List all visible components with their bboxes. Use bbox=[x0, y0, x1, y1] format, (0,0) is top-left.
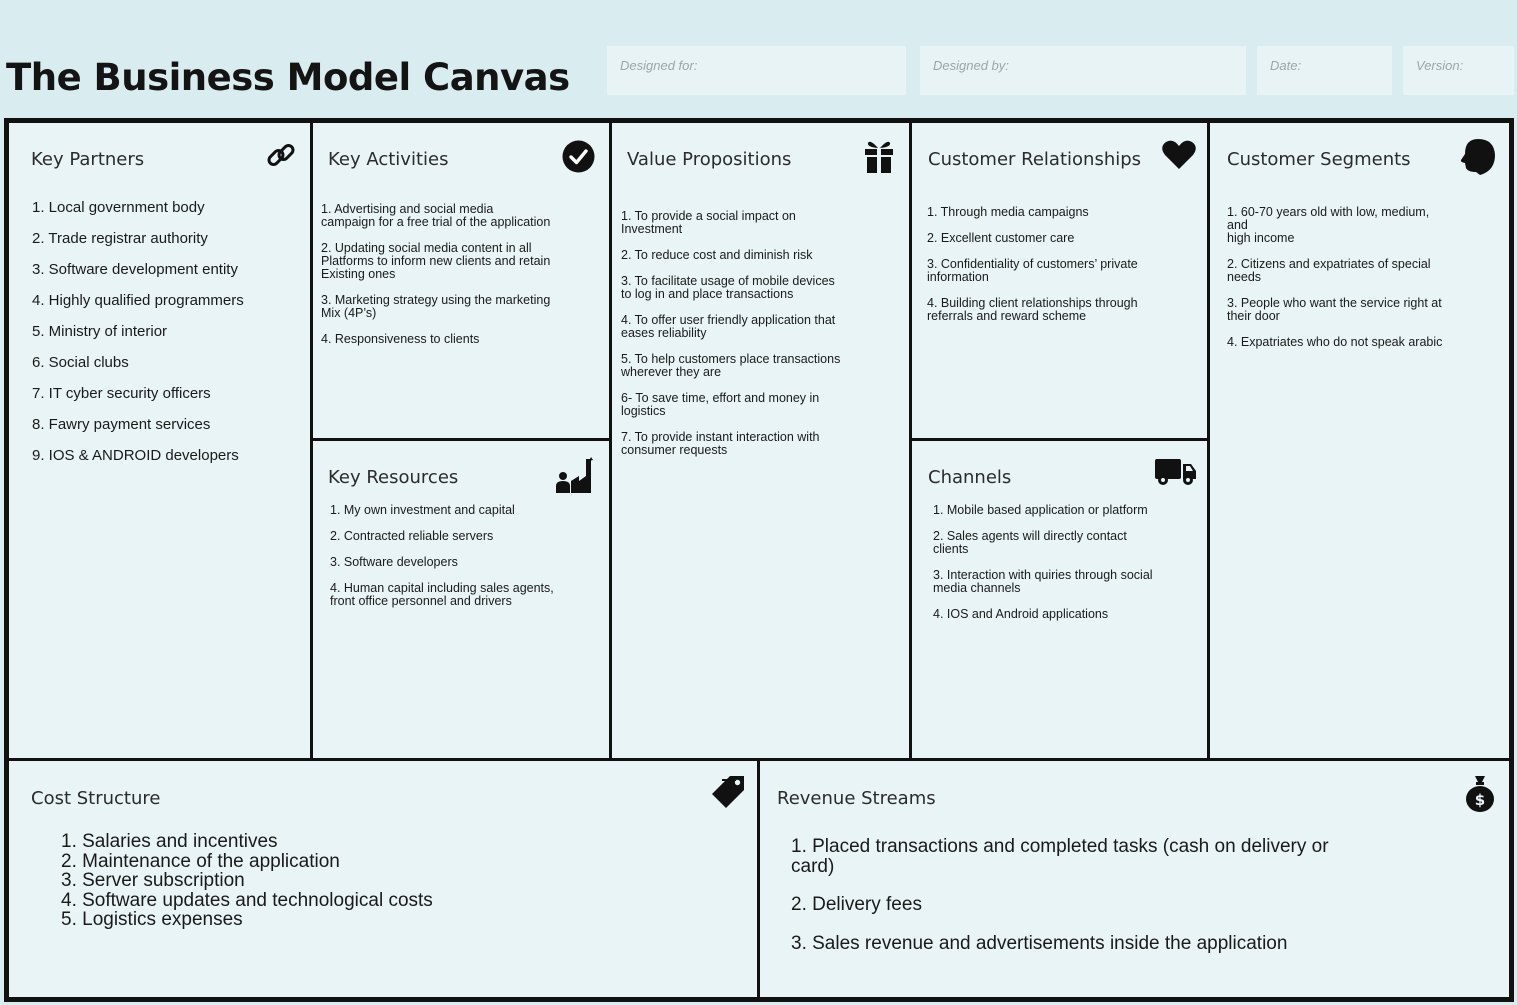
list-item: 2. Maintenance of the application bbox=[61, 850, 340, 872]
money-bag-icon bbox=[1464, 773, 1496, 813]
revenue-streams-title: Revenue Streams bbox=[777, 788, 936, 809]
designed-by-label: Designed by: bbox=[933, 58, 1009, 73]
list-item: 2. To reduce cost and diminish risk bbox=[621, 248, 813, 262]
heart-icon bbox=[1162, 140, 1196, 170]
list-item: 3. Confidentiality of customers’ private information bbox=[927, 257, 1138, 284]
key-partners-title: Key Partners bbox=[31, 149, 145, 170]
list-item: 1. 60-70 years old with low, medium, and high income bbox=[1227, 205, 1430, 245]
price-tag-icon bbox=[710, 774, 746, 810]
list-item: 3. People who want the service right at their door bbox=[1227, 296, 1442, 323]
list-item: 5. Logistics expenses bbox=[61, 909, 243, 931]
channels-section bbox=[912, 441, 1210, 761]
key-resources-list bbox=[330, 504, 554, 621]
list-item: 8. Fawry payment services bbox=[32, 416, 211, 433]
list-item: 3. Software development entity bbox=[32, 261, 238, 278]
date-label: Date: bbox=[1270, 58, 1302, 73]
customer-segments-title: Customer Segments bbox=[1227, 149, 1411, 170]
version-field[interactable] bbox=[1403, 46, 1514, 95]
value-propositions-title: Value Propositions bbox=[627, 149, 792, 170]
list-item: 3. Marketing strategy using the marketing Mix (4P’s) bbox=[321, 293, 551, 320]
key-partners-section bbox=[9, 123, 313, 761]
truck-icon bbox=[1155, 458, 1197, 486]
list-item: 5. To help customers place transactions wherever they are bbox=[621, 352, 841, 379]
list-item: 6. Social clubs bbox=[32, 354, 129, 371]
list-item: 2. Contracted reliable servers bbox=[330, 529, 494, 543]
list-item: 1. Mobile based application or platform bbox=[933, 503, 1148, 517]
key-resources-title: Key Resources bbox=[328, 467, 459, 488]
list-item: 7. IT cyber security officers bbox=[32, 385, 211, 402]
list-item: 2. Updating social media content in all Platforms to inform new clients and retain Existing ones bbox=[321, 241, 551, 281]
cost-structure-section bbox=[9, 761, 760, 997]
svg-text:$: $ bbox=[1474, 791, 1486, 809]
list-item: 1. Salaries and incentives bbox=[61, 831, 278, 852]
list-item: 1. My own investment and capital bbox=[330, 503, 515, 517]
list-item: 3. To facilitate usage of mobile devices to log in and place transactions bbox=[621, 274, 835, 301]
list-item: 1. Local government body bbox=[32, 199, 205, 216]
channels-title: Channels bbox=[928, 467, 1012, 488]
page-title: The Business Model Canvas bbox=[6, 56, 570, 99]
list-item: 4. Highly qualified programmers bbox=[32, 292, 244, 309]
list-item: 7. To provide instant interaction with consumer requests bbox=[621, 430, 820, 457]
revenue-streams-list bbox=[791, 837, 1329, 972]
factory-worker-icon bbox=[555, 455, 595, 493]
list-item: 2. Excellent customer care bbox=[927, 231, 1075, 245]
list-item: 3. Software developers bbox=[330, 555, 458, 569]
checkmark-icon bbox=[562, 140, 595, 173]
list-item: 5. Ministry of interior bbox=[32, 323, 168, 340]
list-item: 4. Human capital including sales agents, front office personnel and drivers bbox=[330, 581, 554, 608]
list-item: 9. IOS & ANDROID developers bbox=[32, 447, 239, 464]
customer-segments-list bbox=[1227, 206, 1442, 362]
list-item: 4. IOS and Android applications bbox=[933, 607, 1109, 621]
list-item: 4. Building client relationships through referrals and reward scheme bbox=[927, 296, 1138, 323]
customer-relationships-section bbox=[912, 123, 1210, 441]
list-item: 3. Sales revenue and advertisements inside the application bbox=[791, 932, 1288, 954]
customer-segments-section bbox=[1210, 123, 1509, 761]
person-head-icon bbox=[1456, 138, 1496, 176]
list-item: 4. To offer user friendly application that eases reliability bbox=[621, 313, 836, 340]
list-item: 2. Sales agents will directly contact clients bbox=[933, 529, 1127, 556]
list-item: 1. Through media campaigns bbox=[927, 205, 1089, 219]
gift-icon bbox=[864, 139, 894, 173]
list-item: 3. Server subscription bbox=[61, 870, 245, 892]
key-resources-section bbox=[313, 441, 612, 761]
list-item: 4. Expatriates who do not speak arabic bbox=[1227, 335, 1443, 349]
list-item: 2. Delivery fees bbox=[791, 894, 922, 916]
list-item: 3. Interaction with quiries through social media channels bbox=[933, 568, 1153, 595]
designed-for-label: Designed for: bbox=[620, 58, 698, 73]
list-item: 4. Software updates and technological costs bbox=[61, 889, 433, 911]
canvas-grid bbox=[4, 118, 1514, 1002]
key-partners-list bbox=[32, 199, 244, 478]
version-label: Version: bbox=[1416, 58, 1464, 73]
key-activities-list bbox=[321, 203, 550, 359]
value-propositions-section bbox=[612, 123, 912, 761]
designed-for-field[interactable] bbox=[607, 46, 906, 95]
key-activities-title: Key Activities bbox=[328, 149, 449, 170]
channels-list bbox=[933, 504, 1153, 634]
list-item: 1. Advertising and social media campaign for a free trial of the application bbox=[321, 202, 551, 229]
key-activities-section bbox=[313, 123, 612, 441]
list-item: 2. Trade registrar authority bbox=[32, 230, 208, 247]
cost-structure-list bbox=[61, 832, 433, 930]
list-item: 2. Citizens and expatriates of special needs bbox=[1227, 257, 1431, 284]
customer-relationships-title: Customer Relationships bbox=[928, 149, 1142, 170]
list-item: 1. To provide a social impact on Investment bbox=[621, 209, 796, 236]
list-item: 1. Placed transactions and completed tasks (cash on delivery or card) bbox=[791, 836, 1329, 877]
cost-structure-title: Cost Structure bbox=[31, 788, 161, 809]
list-item: 4. Responsiveness to clients bbox=[321, 332, 480, 346]
designed-by-field[interactable] bbox=[920, 46, 1246, 95]
list-item: 6- To save time, effort and money in logistics bbox=[621, 391, 820, 418]
value-propositions-list bbox=[621, 210, 840, 470]
link-icon bbox=[265, 139, 297, 171]
revenue-streams-section bbox=[760, 761, 1509, 997]
date-field[interactable] bbox=[1257, 46, 1392, 95]
customer-relationships-list bbox=[927, 206, 1138, 336]
